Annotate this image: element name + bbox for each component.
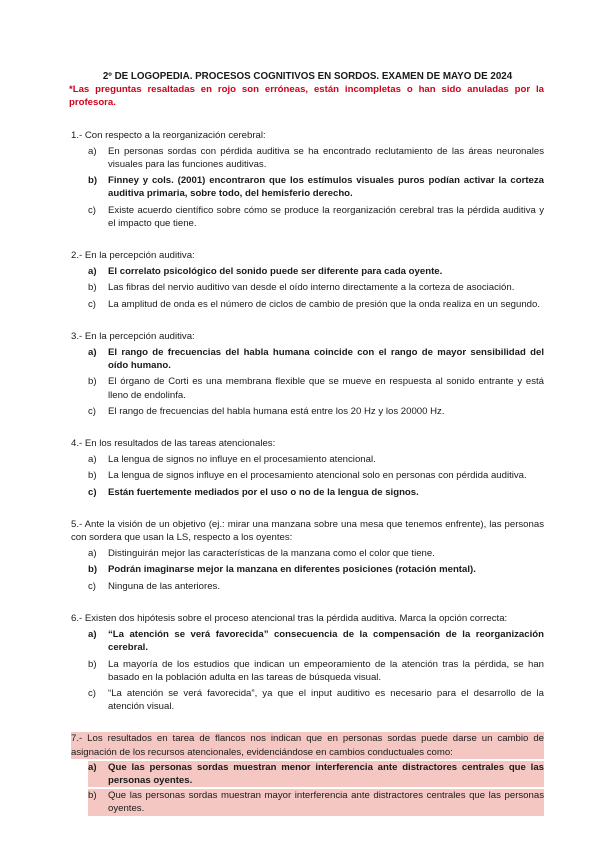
option-label: a) — [88, 761, 97, 773]
option-text: La lengua de signos no influye en el procesamiento atencional. — [108, 454, 376, 466]
option-label: c) — [88, 580, 96, 592]
option-text: Están fuertemente mediados por el uso o no de la lengua de signos. — [108, 486, 419, 498]
option-list — [71, 547, 544, 593]
option-label: a) — [88, 347, 97, 359]
exam-title: 2º DE LOGOPEDIA. PROCESOS COGNITIVOS EN SORDOS. EXAMEN DE MAYO DE 2024 — [102, 71, 513, 82]
question-stem: 6.- Existen dos hipótesis sobre el proceso atencional tras la pérdida auditiva. Marca la opción correcta: — [71, 612, 508, 624]
option-label: c) — [88, 405, 96, 417]
option-text: La lengua de signos influye en el procesamiento atencional solo en personas con pérdida auditiva. — [108, 470, 527, 482]
option-text: El órgano de Corti es una membrana flexible que se mueve en respuesta al sonido entrante y está lleno de endolinfa. — [108, 376, 544, 401]
option-label: c) — [88, 486, 97, 498]
option-text: Distinguirán mejor las características de la manzana como el color que tiene. — [108, 548, 435, 560]
option-a — [88, 265, 544, 278]
option-label: b) — [88, 282, 97, 294]
option-label: c) — [88, 298, 96, 310]
option-b — [88, 174, 544, 200]
option-c — [88, 298, 544, 311]
question-stem: 3.- En la percepción auditiva: — [71, 330, 195, 342]
option-label: c) — [88, 687, 96, 699]
question-4 — [71, 437, 544, 499]
option-b — [88, 563, 544, 576]
question-2 — [71, 249, 544, 311]
option-text: El correlato psicológico del sonido puede ser diferente para cada oyente. — [108, 266, 443, 278]
question-1 — [71, 129, 544, 230]
option-b — [88, 658, 544, 684]
question-stem: 1.- Con respecto a la reorganización cerebral: — [71, 129, 266, 141]
option-a — [88, 145, 544, 171]
option-label: a) — [88, 454, 97, 466]
question-stem: 4.- En los resultados de las tareas atencionales: — [71, 438, 276, 450]
option-a — [88, 628, 544, 654]
option-list — [71, 761, 544, 816]
option-c — [88, 580, 544, 593]
question-7-highlighted — [71, 732, 544, 815]
option-a — [88, 547, 544, 560]
option-b — [88, 469, 544, 482]
option-text: En personas sordas con pérdida auditiva se ha encontrado reclutamiento de las áreas neuronales visuales para las funciones auditivas. — [108, 145, 544, 171]
option-text: Finney y cols. (2001) encontraron que los estímulos visuales puros podían activar la corteza auditiva primaria, sobre todo, del hemisferio derecho. — [108, 175, 544, 200]
option-list — [71, 346, 544, 418]
question-stem: 2.- En la percepción auditiva: — [71, 250, 195, 262]
option-text: Existe acuerdo científico sobre cómo se produce la reorganización cerebral tras la pérdida auditiva y el impacto que tiene. — [108, 204, 544, 229]
option-c — [88, 405, 544, 418]
option-label: b) — [88, 376, 97, 388]
option-list — [71, 628, 544, 713]
option-a — [88, 346, 544, 372]
option-label: a) — [88, 548, 97, 560]
question-6 — [71, 612, 544, 713]
question-3 — [71, 330, 544, 418]
option-c — [88, 687, 544, 713]
erratum-note: *Las preguntas resaltadas en rojo son erróneas, están incompletas o han sido anuladas por la profesora. — [69, 84, 544, 109]
option-b — [88, 375, 544, 401]
option-label: b) — [88, 790, 97, 802]
option-label: a) — [88, 145, 97, 157]
option-b — [88, 281, 544, 294]
option-text: Podrán imaginarse mejor la manzana en diferentes posiciones (rotación mental). — [108, 564, 476, 576]
option-list — [71, 265, 544, 311]
option-text: Que las personas sordas muestran menor interferencia ante distractores centrales que las personas oyentes. — [108, 761, 544, 786]
option-label: b) — [88, 564, 98, 576]
option-b — [88, 789, 544, 815]
option-text: El rango de frecuencias del habla humana coincide con el rango de mayor sensibilidad del oído humano. — [108, 347, 544, 372]
option-text: El rango de frecuencias del habla humana está entre los 20 Hz y los 20000 Hz. — [108, 405, 445, 417]
option-text: La amplitud de onda es el número de ciclos de cambio de presión que la onda realiza en un segundo. — [108, 298, 541, 310]
option-label: b) — [88, 470, 97, 482]
option-a — [88, 453, 544, 466]
option-label: a) — [88, 629, 97, 641]
option-label: c) — [88, 204, 96, 216]
option-a — [88, 761, 544, 787]
option-text: Ninguna de las anteriores. — [108, 580, 220, 592]
option-text: Que las personas sordas muestran mayor interferencia ante distractores centrales que las personas oyentes. — [108, 790, 544, 815]
option-c — [88, 204, 544, 230]
option-list — [71, 145, 544, 230]
option-list — [71, 453, 544, 499]
option-label: b) — [88, 658, 97, 670]
option-text: La mayoría de los estudios que indican un empeoramiento de la atención tras la pérdida, se han basado en la población adulta en las tareas de búsqueda visual. — [108, 658, 544, 683]
question-stem: 7.- Los resultados en tarea de flancos nos indican que en personas sordas puede darse un cambio de asignación de los recursos atencionales, evidenciándose en cambios conductuales como: — [71, 733, 544, 758]
option-text: Las fibras del nervio auditivo van desde el oído interno directamente a la corteza de asociación. — [108, 282, 515, 294]
question-5 — [71, 518, 544, 593]
option-label: a) — [88, 266, 97, 278]
question-stem: 5.- Ante la visión de un objetivo (ej.: mirar una manzana sobre una mesa que tenemos enfrente), las personas con sordera que usan la LS, respecto a los oyentes: — [71, 518, 544, 544]
option-label: b) — [88, 175, 98, 187]
option-c — [88, 486, 544, 499]
option-text: “La atención se verá favorecida” consecuencia de la compensación de la reorganización cerebral. — [108, 629, 544, 654]
option-text: “La atención se verá favorecida”, ya que el input auditivo es necesario para el desarrollo de la atención visual. — [108, 687, 544, 713]
